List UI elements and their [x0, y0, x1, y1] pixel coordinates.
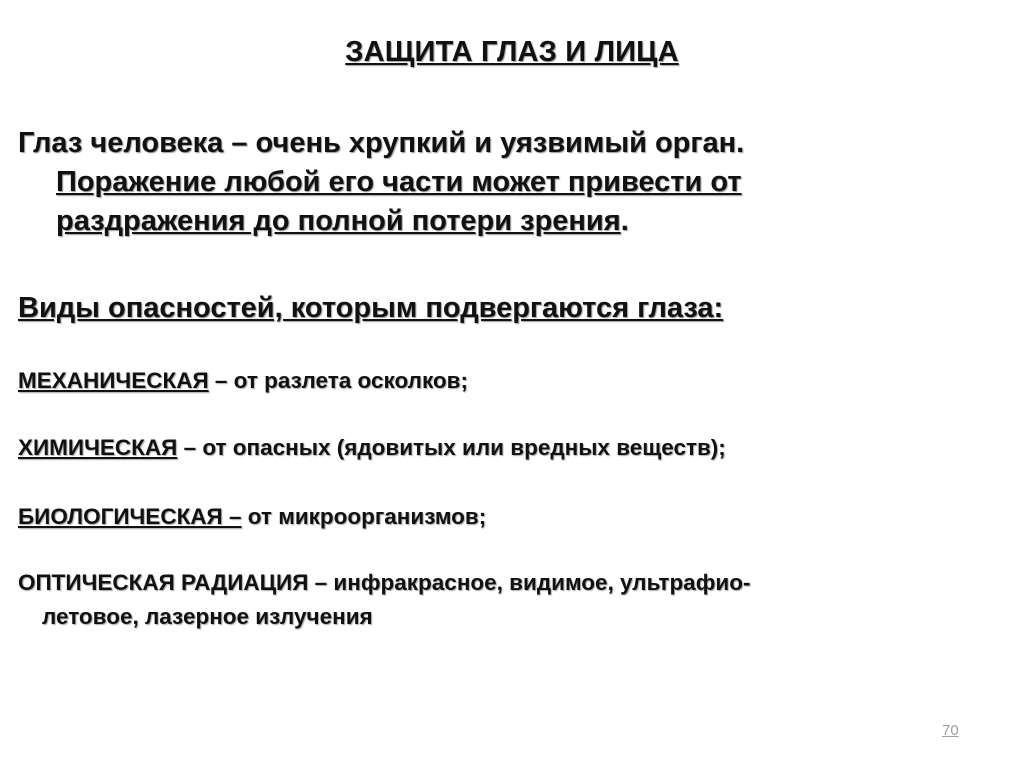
- hazard-description-continued: летовое, лазерное излучения: [42, 604, 373, 629]
- slide-title: ЗАЩИТА ГЛАЗ И ЛИЦА: [345, 36, 679, 68]
- hazards-heading: Виды опасностей, которым подвергаются глаза:: [18, 292, 724, 324]
- intro-line-3-text: раздражения до полной потери зрения: [56, 205, 621, 237]
- hazard-term: ХИМИЧЕСКАЯ: [18, 435, 178, 460]
- intro-line-3-period: .: [620, 205, 629, 237]
- hazard-item-chemical: [18, 431, 726, 465]
- hazard-description: от микроорганизмов;: [241, 504, 487, 529]
- hazard-description: – инфракрасное, видимое, ультрафио-: [308, 570, 751, 595]
- intro-line-3: [18, 202, 1008, 241]
- hazard-item-optical: [18, 566, 1008, 634]
- intro-line-1: Глаз человека – очень хрупкий и уязвимый орган.: [18, 127, 745, 159]
- hazard-term: МЕХАНИЧЕСКАЯ: [18, 368, 209, 393]
- page-number: 70: [942, 722, 959, 739]
- hazard-term: БИОЛОГИЧЕСКАЯ –: [18, 504, 242, 529]
- hazard-item-biological: [18, 500, 486, 534]
- intro-paragraph: [18, 124, 1008, 241]
- hazard-item-mechanical: [18, 364, 468, 398]
- hazard-description: – от опасных (ядовитых или вредных веществ);: [177, 435, 726, 460]
- intro-line-2: Поражение любой его части может привести от: [56, 166, 742, 198]
- hazard-term: ОПТИЧЕСКАЯ РАДИАЦИЯ: [18, 570, 309, 595]
- hazard-description: – от разлета осколков;: [208, 368, 468, 393]
